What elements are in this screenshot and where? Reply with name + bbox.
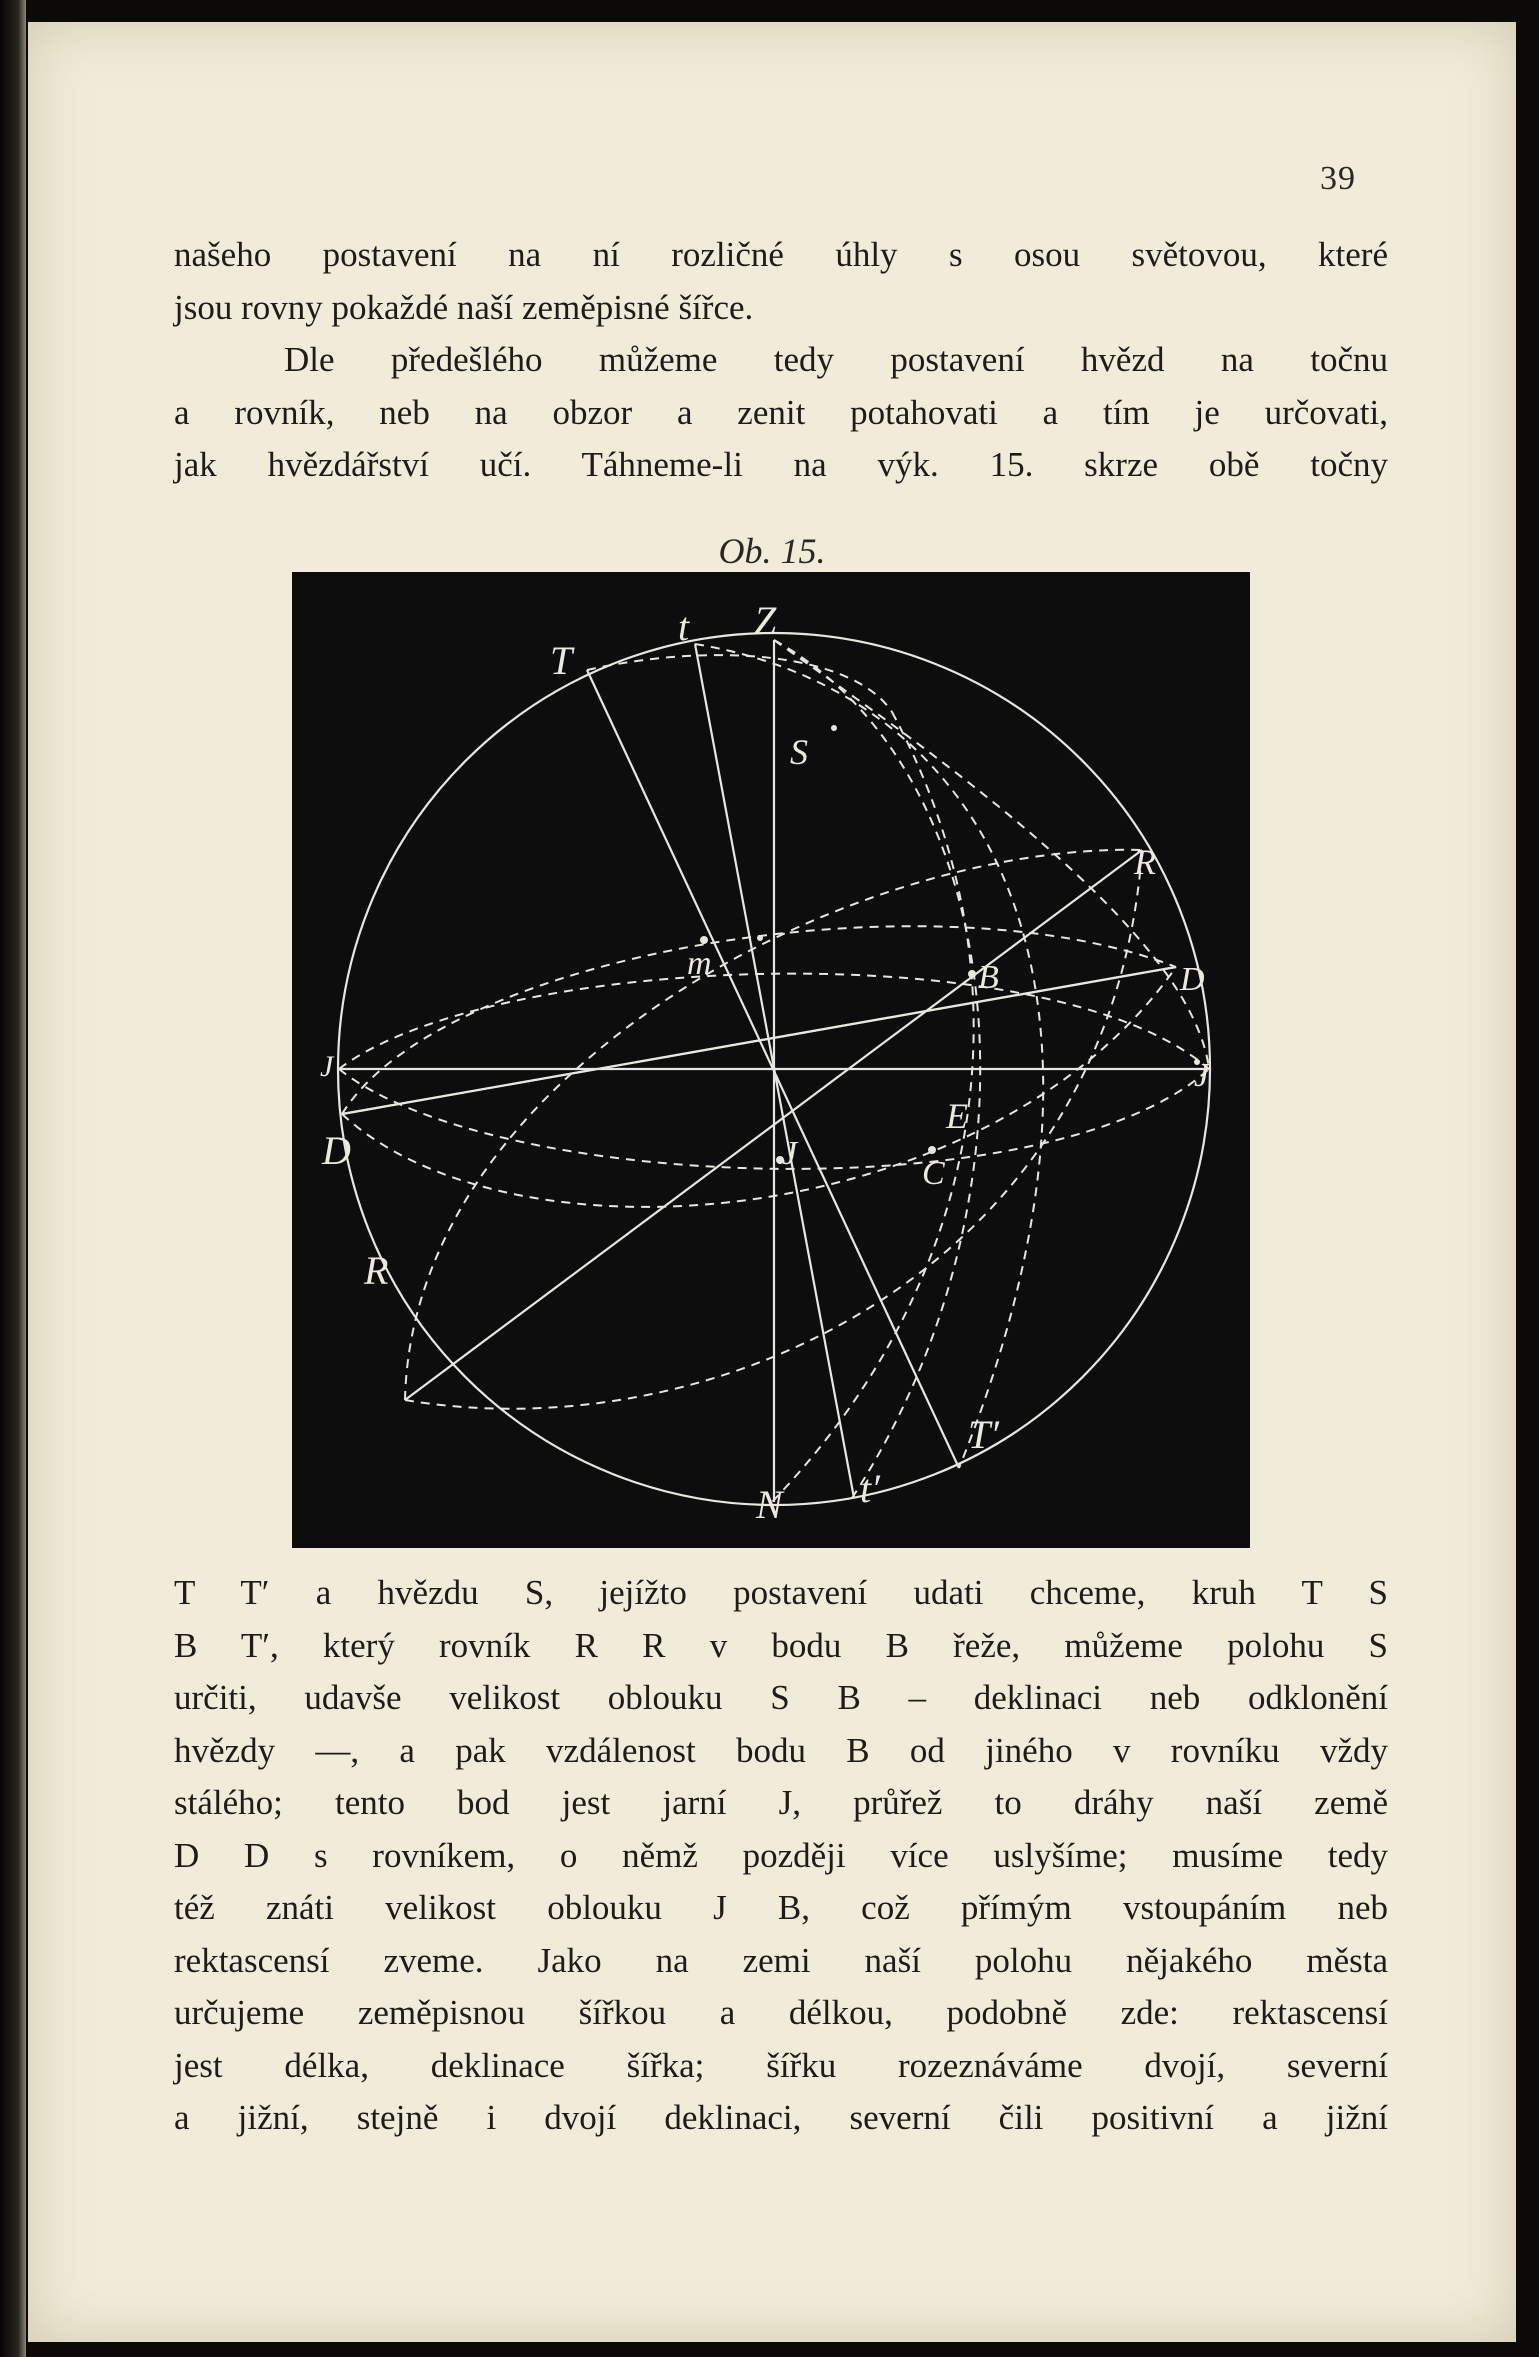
label-J-lower: J xyxy=(782,1135,798,1172)
label-R-right: R xyxy=(1134,842,1156,882)
text-line: jest délka, deklinace šířka; šířku rozeznáváme dvojí, severní xyxy=(174,2045,1388,2085)
point-b xyxy=(968,970,976,978)
label-E: E xyxy=(946,1096,968,1136)
text-line: Dle předešlého můžeme tedy postavení hvězd na točnu xyxy=(284,340,1388,379)
label-S: S xyxy=(790,732,808,772)
page-number: 39 xyxy=(1320,160,1356,197)
label-m: m xyxy=(687,945,712,982)
text-line: určiti, udavše velikost oblouku S B – deklinaci neb odklonění xyxy=(174,1678,1388,1717)
text-line: jsou rovny pokaždé naší zeměpisné šířce. xyxy=(174,287,754,327)
text-line: jak hvězdářství učí. Táhneme-li na výk. 15. skrze obě točny xyxy=(174,445,1388,484)
label-B: B xyxy=(978,959,999,996)
point-m2 xyxy=(757,935,763,941)
label-T: T xyxy=(550,638,573,683)
text-line: hvězdy —, a pak vzdálenost bodu B od jiného v rovníku vždy xyxy=(174,1730,1388,1770)
label-J-left: J xyxy=(320,1050,334,1083)
ecliptic-ellipse-front xyxy=(342,967,1176,1207)
label-t-prime: t′ xyxy=(860,1466,880,1511)
text-line: T T′ a hvězdu S, jejížto postavení udati chceme, kruh T S xyxy=(174,1573,1388,1612)
label-J-right: J xyxy=(1194,1057,1210,1094)
text-line: určujeme zeměpisnou šířkou a délkou, podobně zde: rektascensí xyxy=(174,1993,1388,2032)
arc-t-s xyxy=(587,655,892,712)
label-N: N xyxy=(756,1482,783,1527)
label-D-left: D xyxy=(322,1128,351,1173)
text-line: a jižní, stejně i dvojí deklinaci, severní čili positivní a jižní xyxy=(174,2098,1388,2137)
point-m xyxy=(700,936,708,944)
arc-through-c xyxy=(772,712,974,1502)
paragraph-top xyxy=(174,229,1388,492)
point-c xyxy=(928,1146,936,1154)
point-s xyxy=(831,725,837,731)
celestial-sphere-figure xyxy=(292,572,1250,1548)
figure-caption: Ob. 15. xyxy=(718,531,826,571)
label-D-right: D xyxy=(1180,961,1205,998)
label-T-prime: T′ xyxy=(968,1412,999,1457)
text-line: rektascensí zveme. Jako na zemi naší polohu nějakého města xyxy=(174,1940,1388,1980)
celestial-sphere-diagram xyxy=(292,572,1250,1548)
label-t: t xyxy=(678,604,690,649)
label-Z: Z xyxy=(754,598,777,643)
paragraph-bottom xyxy=(174,1567,1388,2145)
text-line: našeho postavení na ní rozličné úhly s osou světovou, které xyxy=(174,235,1388,274)
hour-circle-s-b xyxy=(695,644,1043,1468)
book-page xyxy=(28,22,1516,2342)
ecliptic-ellipse-back xyxy=(342,926,1176,1114)
text-line: D D s rovníkem, o němž později více uslyšíme; musíme tedy xyxy=(174,1835,1388,1875)
book-spine xyxy=(0,0,26,2357)
label-R-left: R xyxy=(364,1248,389,1293)
text-line: a rovník, neb na obzor a zenit potahovati a tím je určovati, xyxy=(174,392,1388,432)
text-line: též znáti velikost oblouku J B, což přímým vstoupáním neb xyxy=(174,1888,1388,1927)
text-line: stálého; tento bod jest jarní J, průřež to dráhy naší země xyxy=(174,1783,1388,1822)
text-line: B T′, který rovník R R v bodu B řeže, můžeme polohu S xyxy=(174,1625,1388,1665)
label-C: C xyxy=(922,1155,945,1192)
